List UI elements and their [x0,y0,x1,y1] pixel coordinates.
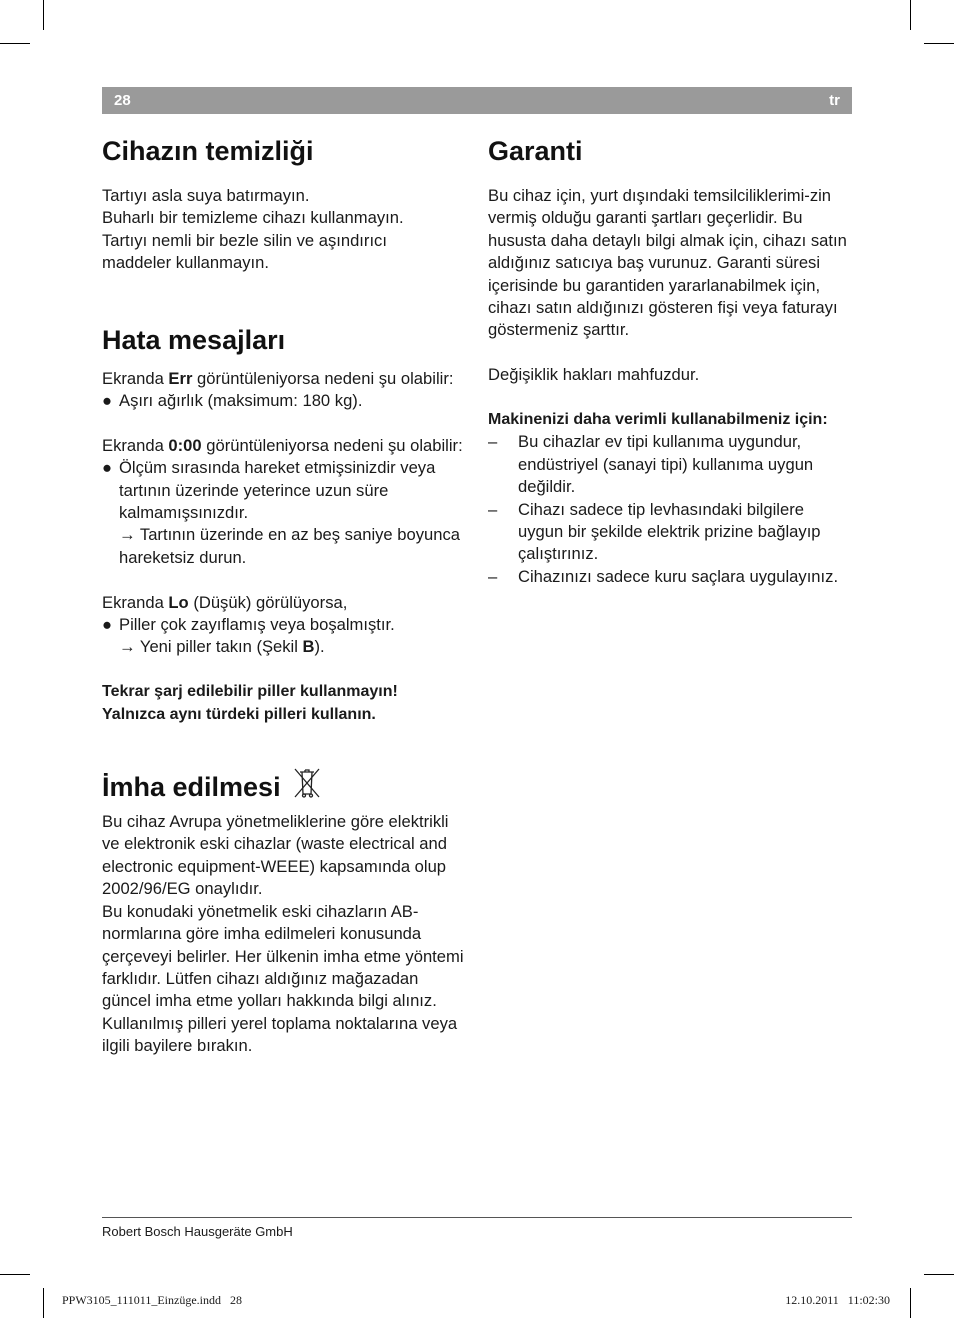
crop-mark [43,0,44,30]
cleaning-title: Cihazın temizliği [102,136,314,166]
zero-code: 0:00 [168,435,202,455]
bullet-icon: ● [102,458,113,478]
lo-code: Lo [168,592,189,612]
left-column [102,133,467,1058]
usage-subtitle: Makinenizi daha verimli kullanabilmeniz için: [488,411,828,429]
dash-marker: – [488,499,498,519]
lo-action: → Yeni piller takın (Şekil B). [119,637,325,657]
errors-section [102,322,467,726]
warranty-rights: Değişiklik hakları mahfuzdur. [488,365,700,385]
errors-title: Hata mesajları [102,324,286,355]
warranty-section [488,133,853,588]
battery-warning: Yalnızca aynı türdeki pilleri kullanın. [102,705,376,723]
err-code: Err [168,368,193,388]
crop-mark [0,43,30,44]
battery-warning: Tekrar şarj edilebilir piller kullanmayın! [102,683,398,701]
list-item: – Bu cihazlar ev tipi kullanıma uygundur, endüstriyel (sanayi tipi) kullanıma uygun değildir. [488,431,853,498]
list-item: – Cihazı sadece tip levhasındaki bilgilere uygun bir şekilde elektrik prizine bağlayıp çalıştırınız. [488,499,853,566]
disposal-paragraph: Bu konudaki yönetmelik eski cihazların AB-normlarına göre imha edilmeleri konusunda çerçeveyi belirler. Her ülkenin imha etme yöntemi farklıdır. Lütfen cihazı aldığınız mağazadan güncel imha etme yolları hakkında bilgi alınız. [102,901,464,1011]
footer-divider [102,1217,852,1218]
dash-marker: – [488,566,498,586]
lo-intro: Ekranda Lo (Düşük) görülüyorsa, [102,592,348,612]
page-number: 28 [114,92,131,109]
zero-intro: Ekranda 0:00 görüntüleniyorsa nedeni şu olabilir: [102,435,463,455]
crop-mark [0,1274,30,1275]
err-intro: Ekranda Err görüntüleniyorsa nedeni şu olabilir: [102,368,454,388]
cleaning-line: maddeler kullanmayın. [102,253,269,273]
footer-brand: Robert Bosch Hausgeräte GmbH [102,1224,293,1239]
disposal-paragraph: Kullanılmış pilleri yerel toplama noktalarına veya ilgili bayilere bırakın. [102,1013,458,1056]
weee-crossed-bin-icon [292,766,322,800]
cleaning-section [102,133,467,275]
cleaning-line: Tartıyı nemli bir bezle silin ve aşındırıcı [102,230,387,250]
list-item: – Cihazınızı sadece kuru saçlara uygulayınız. [488,566,853,588]
print-slug-file: PPW3105_111011_Einzüge.indd 28 [62,1293,242,1307]
crop-mark [924,43,954,44]
cleaning-line: Tartıyı asla suya batırmayın. [102,186,310,205]
list-item: ● Aşırı ağırlık (maksimum: 180 kg). [102,390,467,412]
crop-mark [910,0,911,30]
warranty-title: Garanti [488,136,583,166]
crop-mark [910,1288,911,1318]
disposal-title: İmha edilmesi [102,766,467,805]
cleaning-line: Buharlı bir temizleme cihazı kullanmayın. [102,208,404,228]
disposal-paragraph: Bu cihaz Avrupa yönetmeliklerine göre elektrikli ve elektronik eski cihazlar (waste electrical and electronic equipment-WEEE) kapsamında olup 2002/96/EG onaylıdır. [102,812,449,899]
list-item: ● Ölçüm sırasında hareket etmişsinizdir veya tartının üzerinde yeterince uzun süre kalmamışsınızdır. [102,457,467,524]
disposal-section [102,766,467,1057]
crop-mark [43,1288,44,1318]
list-item: ● Piller çok zayıflamış veya boşalmıştır. [102,614,467,636]
dash-marker: – [488,432,498,452]
right-column [488,133,853,588]
crop-mark [924,1274,954,1275]
bullet-icon: ● [102,615,113,635]
bullet-icon: ● [102,391,113,411]
zero-action: → Tartının üzerinde en az beş saniye boyunca hareketsiz durun. [119,525,460,567]
warranty-paragraph: Bu cihaz için, yurt dışındaki temsilciliklerimi-zin vermiş olduğu garanti şartları geçerlidir. Bu hususta daha detaylı bilgi almak için, cihazı satın aldığınız satıcıya baş vurunuz. Garanti süresi içerisinde bu garantiden yararlanabilmek için, cihazı satın aldığınızı gösteren fişi veya faturayı göstermeniz şarttır. [488,186,847,340]
print-slug-date: 12.10.2011 11:02:30 [785,1293,890,1307]
page-header-bar [102,87,852,114]
language-code: tr [829,92,840,109]
